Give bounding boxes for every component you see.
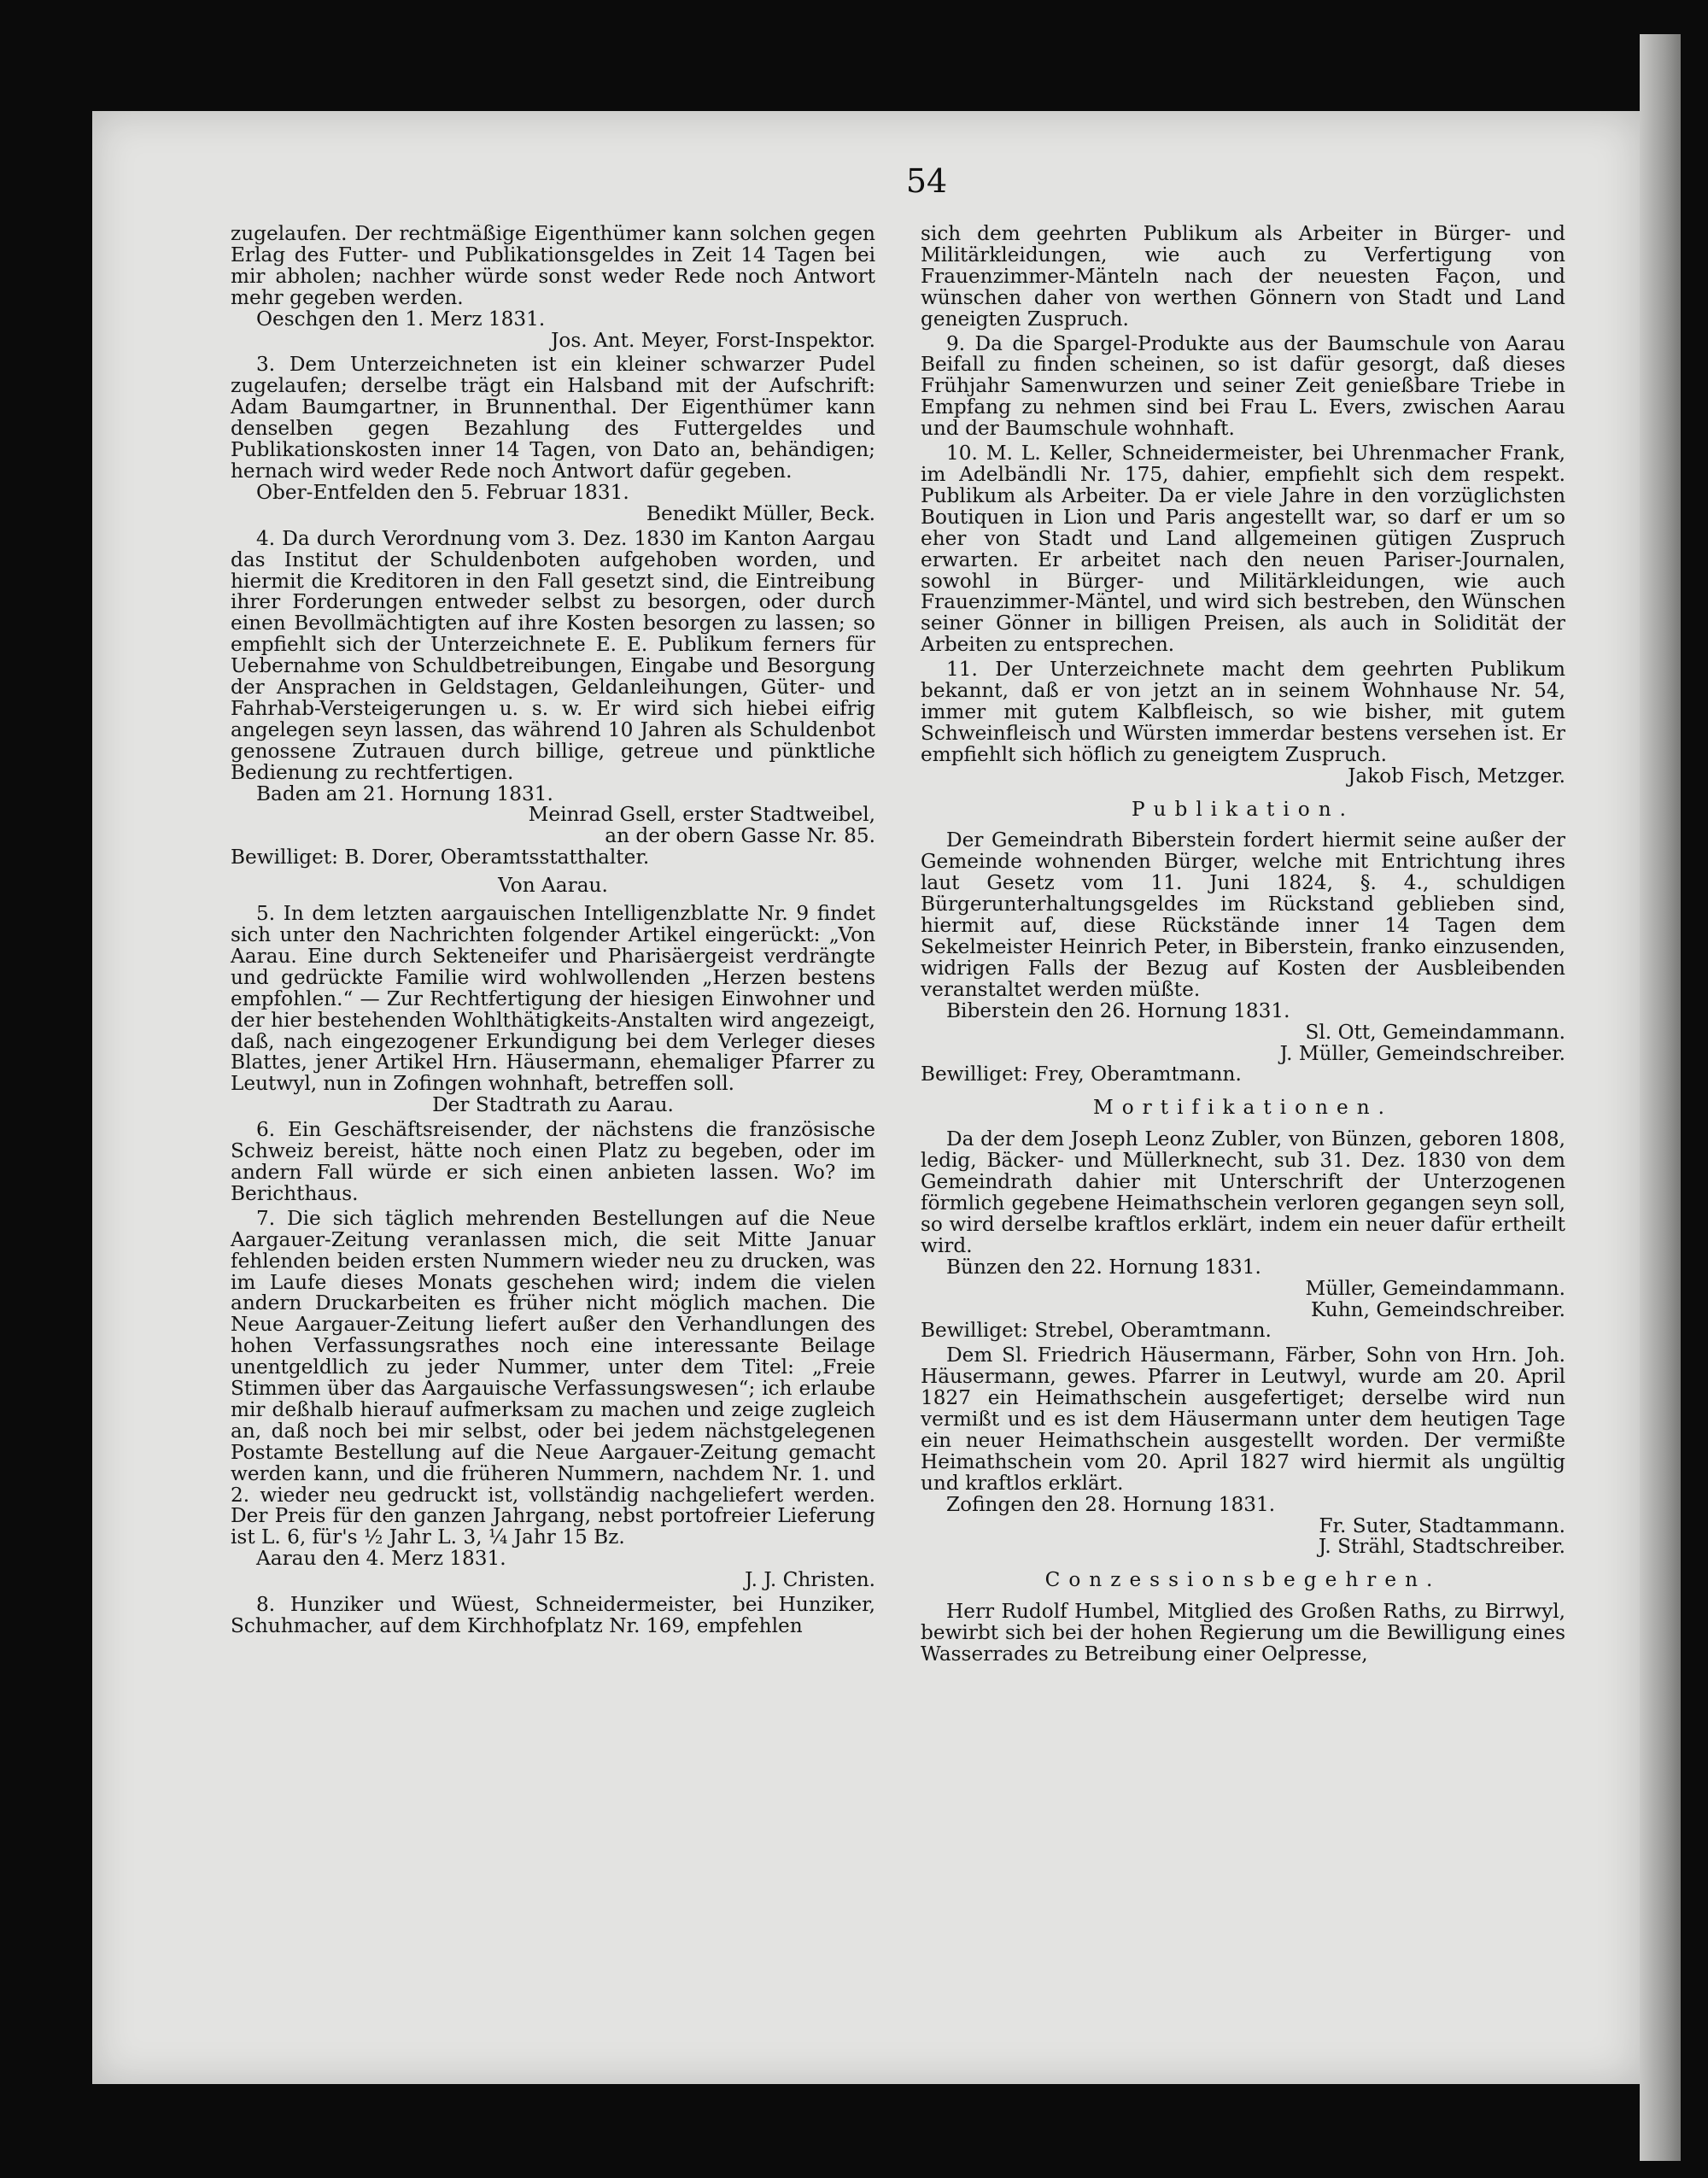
notice-text: sich dem geehrten Publikum als Arbeiter in Bürger- und Militärkleidungen, wie auch zu Verfertigung von Frauenzimmer-Mänteln nach der neuesten Façon, und wünschen daher von werthen Gönnern von Stadt und Land geneigten Zuspruch. bbox=[921, 222, 1565, 331]
konzession-entry bbox=[921, 1601, 1565, 1666]
publikation-entry bbox=[921, 830, 1565, 1086]
notice-signature: Meinrad Gsell, erster Stadtweibel, bbox=[528, 803, 875, 827]
notice-signature: Müller, Gemeindammann. bbox=[1305, 1276, 1565, 1300]
page-number: 54 bbox=[905, 162, 948, 200]
notice-signature: Jos. Ant. Meyer, Forst-Inspektor. bbox=[551, 328, 875, 352]
notice-text: 7. Die sich täglich mehrenden Bestellungen auf die Neue Aargauer-Zeitung veranlassen mich, die seit Mitte Januar fehlenden beiden ersten Nummern wieder neu zu drucken, was im Laufe dieses Monats geschehen wird; indem die vielen andern Druckarbeiten es früher nicht möglich machen. Die Neue Aargauer-Zeitung liefert außer den Verhandlungen des hohen Verfassungsrathes noch eine interessante Beilage unentgeldlich zu jeder Nummer, unter dem Titel: „Freie Stimmen über das Aargauische Verfassungswesen“; ich erlaube mir deßhalb hierauf aufmerksam zu machen und zeige zugleich an, daß noch bei mir selbst, oder bei jedem nächstgelegenen Postamte Bestellung auf die Neue Aargauer-Zeitung gemacht werden kann, und die früheren Nummern, nachdem Nr. 1. und 2. wieder neu gedruckt ist, vollständig nachgeliefert werden. Der Preis für den ganzen Jahrgang, nebst portofreier Lieferung ist L. 6, für's ½ Jahr L. 3, ¼ Jahr 15 Bz. bbox=[231, 1206, 875, 1549]
notice-approval: Bewilliget: Strebel, Oberamtmann. bbox=[921, 1319, 1272, 1343]
notice-signature: Fr. Suter, Stadtammann. bbox=[1319, 1513, 1565, 1537]
notice-entry-11 bbox=[921, 659, 1565, 787]
notice-entry-10 bbox=[921, 443, 1565, 656]
left-column bbox=[231, 224, 875, 1641]
notice-entry-1 bbox=[231, 224, 875, 351]
section-heading-konzession: Conzessionsbegehren. bbox=[1044, 1568, 1442, 1592]
notice-signature: Kuhn, Gemeindschreiber. bbox=[1310, 1297, 1565, 1321]
notice-signature: J. Strähl, Stadtschreiber. bbox=[1318, 1535, 1565, 1559]
section-subheading-aarau: Von Aarau. bbox=[498, 874, 608, 898]
notice-entry-8-start bbox=[231, 1595, 875, 1637]
notice-entry-5 bbox=[231, 904, 875, 1116]
notice-signature: J. Müller, Gemeindschreiber. bbox=[1279, 1041, 1565, 1065]
notice-text: 10. M. L. Keller, Schneidermeister, bei Uhrenmacher Frank, im Adelbändli Nr. 175, dahier, empfiehlt sich dem respekt. Publikum als Arbeiter. Da er viele Jahre in den vorzüglichsten Boutiquen in Lion und Paris angestellt war, so darf er um so eher von Stadt und Land allgemeinen gütigen Zuspruch erwarten. Er arbeitet nach den neuen Pariser-Journalen, sowohl in Bürger- und Militärkleidungen, wie auch Frauenzimmer-Mäntel, und wird sich bestreben, den Wünschen seiner Gönner in billigen Preisen, als auch in Solidität der Arbeiten zu entsprechen. bbox=[921, 442, 1565, 657]
notice-text: 5. In dem letzten aargauischen Intelligenzblatte Nr. 9 findet sich unter den Nachrichten folgender Artikel eingerückt: „Von Aarau. Eine durch Sekteneifer und Pharisäergeist verdrängte und gedrückte Familie wird wohlwollenden „Herzen bestens empfohlen.“ — Zur Rechtfertigung der hiesigen Einwohner und der hier bestehenden Wohlthätigkeits-Anstalten wird angezeigt, daß, nach eingezogener Erkundigung bei dem Verleger dieses Blattes, jener Artikel Hrn. Häusermann, ehemaliger Pfarrer zu Leutwyl, nun in Zofingen wohnhaft, betreffen soll. bbox=[231, 902, 875, 1096]
notice-text: 4. Da durch Verordnung vom 3. Dez. 1830 im Kanton Aargau das Institut der Schuldenboten aufgehoben worden, und hiermit die Kreditoren in den Fall gesetzt sind, die Eintreibung ihrer Forderungen entweder selbst zu besorgen, oder durch einen Bevollmächtigten auf ihre Kosten besorgen zu lassen; so empfiehlt sich der Unterzeichnete E. E. Publikum ferners für Uebernahme von Schuldbetreibungen, Eingabe und Besorgung der Ansprachen in Geldstagen, Geldanleihungen, Güter- und Fahrhab-Versteigerungen u. s. w. Er wird sich hiebei eifrig angelegen seyn lassen, das während 10 Jahren als Schuldenbot genossene Zutrauen durch billige, getreue und pünktliche Bedienung zu rechtfertigen. bbox=[231, 526, 875, 784]
notice-entry-8-continued bbox=[921, 224, 1565, 331]
notice-text: Der Gemeindrath Biberstein fordert hiermit seine außer der Gemeinde wohnenden Bürger, welche mit Entrichtung ihres laut Gesetz vom 11. Juni 1824, §. 4., schuldigen Bürgerunterhaltungsgeldes im Rückstand geblieben sind, hiermit auf, diese Rückstände inner 14 Tagen dem Sekelmeister Heinrich Peter, in Biberstein, franko einzusenden, widrigen Falls der Bezug auf Kosten der Ausbleibenden veranstaltet werden müßte. bbox=[921, 828, 1565, 1001]
notice-text: Da der dem Joseph Leonz Zubler, von Bünzen, geboren 1808, ledig, Bäcker- und Müllerknecht, sub 31. Dez. 1830 von dem Gemeindrath dahier mit Unterschrift der Unterzogenen förmlich gegebene Heimathschein verloren gegangen seyn soll, so wird derselbe kraftlos erklärt, indem ein neuer dafür ertheilt wird. bbox=[921, 1127, 1565, 1257]
notice-text: 11. Der Unterzeichnete macht dem geehrten Publikum bekannt, daß er von jetzt an in seinem Wohnhause Nr. 54, immer mit gutem Kalbfleisch, so wie bisher, mit gutem Schweinfleisch und Würsten immerdar bestens versehen ist. Er empfiehlt sich höflich zu geneigtem Zuspruch. bbox=[921, 658, 1565, 766]
notice-text: Herr Rudolf Humbel, Mitglied des Großen Raths, zu Birrwyl, bewirbt sich bei der hohen Regierung um die Bewilligung eines Wasserrades zu Betreibung einer Oelpresse, bbox=[921, 1600, 1565, 1666]
notice-signature: J. J. Christen. bbox=[745, 1568, 875, 1592]
notice-text: 6. Ein Geschäftsreisender, der nächstens die französische Schweiz bereist, hätte noch einen Platz zu begeben, oder im andern Fall würde er sich einen anbieten lassen. Wo? im Berichthaus. bbox=[231, 1118, 875, 1205]
notice-place-date: Biberstein den 26. Hornung 1831. bbox=[946, 998, 1290, 1022]
section-heading-publikation: Publikation. bbox=[1131, 797, 1355, 821]
notice-entry-7 bbox=[231, 1206, 875, 1592]
notice-approval: Bewilliget: B. Dorer, Oberamtsstatthalter. bbox=[231, 846, 650, 869]
mortifikation-entry-1 bbox=[921, 1129, 1565, 1342]
notice-place-date: Aarau den 4. Merz 1831. bbox=[256, 1547, 506, 1571]
notice-entry-3 bbox=[231, 354, 875, 524]
notice-text: 8. Hunziker und Wüest, Schneidermeister, bei Hunziker, Schuhmacher, auf dem Kirchhofplatz Nr. 169, empfehlen bbox=[231, 1593, 875, 1637]
notice-text: zugelaufen. Der rechtmäßige Eigenthümer kann solchen gegen Erlag des Futter- und Publikationsgeldes in Zeit 14 Tagen bei mir abholen; nachher würde sonst weder Rede noch Antwort mehr gegeben werden. bbox=[231, 222, 875, 309]
notice-text: 3. Dem Unterzeichneten ist ein kleiner schwarzer Pudel zugelaufen; derselbe trägt ein Halsband mit der Aufschrift: Adam Baumgartner, in Brunnenthal. Der Eigenthümer kann denselben gegen Bezahlung des Futtergeldes und Publikationskosten inner 14 Tagen, von Dato an, behändigen; hernach wird weder Rede noch Antwort dafür gegeben. bbox=[231, 353, 875, 483]
notice-approval: Bewilliget: Frey, Oberamtmann. bbox=[921, 1063, 1242, 1086]
section-heading-mortifikationen: Mortifikationen. bbox=[1092, 1096, 1394, 1120]
notice-entry-4 bbox=[231, 526, 875, 869]
notice-place-date: Bünzen den 22. Hornung 1831. bbox=[946, 1255, 1261, 1279]
notice-text: 9. Da die Spargel-Produkte aus der Baumschule von Aarau Beifall zu finden scheinen, so ist dafür gesorgt, daß dieses Frühjahr Samenwurzen und seiner Zeit genießbare Triebe in Empfang zu nehmen sind bei Frau L. Evers, zwischen Aarau und der Baumschule wohnhaft. bbox=[921, 331, 1565, 441]
notice-signature: Sl. Ott, Gemeindammann. bbox=[1305, 1020, 1565, 1044]
notice-signature: Benedikt Müller, Beck. bbox=[646, 501, 875, 525]
notice-place-date: Baden am 21. Hornung 1831. bbox=[256, 782, 553, 805]
mortifikation-entry-2 bbox=[921, 1345, 1565, 1558]
notice-place-date: Ober-Entfelden den 5. Februar 1831. bbox=[256, 480, 629, 504]
notice-entry-6 bbox=[231, 1120, 875, 1205]
notice-place-date: Oeschgen den 1. Merz 1831. bbox=[256, 307, 546, 331]
right-column bbox=[921, 224, 1565, 1669]
notice-text: Dem Sl. Friedrich Häusermann, Färber, Sohn von Hrn. Joh. Häusermann, gewes. Pfarrer in Leutwyl, wurde am 20. April 1827 ein Heimathschein ausgefertiget; derselbe wird nun vermißt und es ist dem Häusermann unter dem heutigen Tage ein neuer Heimathschein ausgestellt worden. Der vermißte Heimathschein vom 20. April 1827 wird hiermit als ungültig und kraftlos erklärt. bbox=[921, 1344, 1565, 1495]
notice-signature-address: an der obern Gasse Nr. 85. bbox=[605, 824, 875, 848]
notice-place-date: Zofingen den 28. Hornung 1831. bbox=[946, 1492, 1276, 1516]
notice-signature: Jakob Fisch, Metzger. bbox=[1348, 764, 1565, 787]
notice-signature: Der Stadtrath zu Aarau. bbox=[432, 1093, 674, 1117]
notice-entry-9 bbox=[921, 331, 1565, 441]
page-edge-strip bbox=[1640, 34, 1681, 2161]
